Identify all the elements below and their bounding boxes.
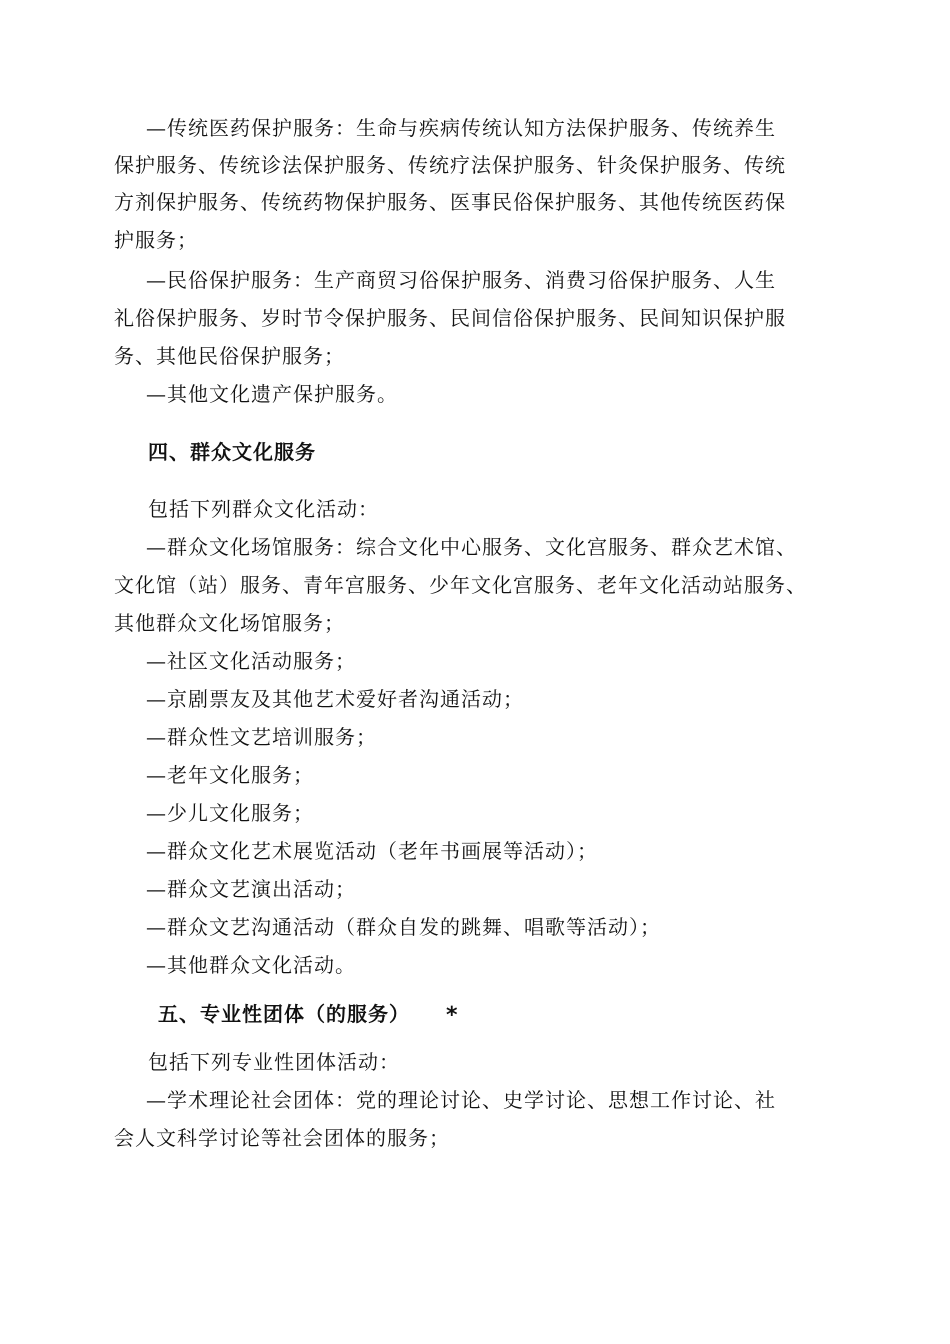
list-item: —老年文化服务；	[146, 763, 314, 787]
star-mark: *	[446, 1003, 459, 1028]
list-item: —群众文艺演出活动；	[146, 877, 356, 901]
paragraph-line: 包括下列专业性团体活动：	[148, 1050, 400, 1074]
paragraph-line: 其他群众文化场馆服务；	[114, 611, 345, 635]
paragraph-line: 护服务；	[114, 228, 198, 252]
paragraph-line: —传统医药保护服务：生命与疾病传统认知方法保护服务、传统养生	[146, 116, 776, 140]
list-item: —群众文艺沟通活动（群众自发的跳舞、唱歌等活动）；	[146, 915, 661, 939]
paragraph-line: —群众文化场馆服务：综合文化中心服务、文化宫服务、群众艺术馆、	[146, 535, 797, 559]
paragraph-line: 包括下列群众文化活动：	[148, 497, 379, 521]
paragraph-line: 文化馆（站）服务、青年宫服务、少年文化宫服务、老年文化活动站服务、	[114, 573, 807, 597]
section-heading-4: 四、群众文化服务	[148, 440, 316, 464]
paragraph-line: —民俗保护服务：生产商贸习俗保护服务、消费习俗保护服务、人生	[146, 268, 776, 292]
list-item: —群众性文艺培训服务；	[146, 725, 377, 749]
paragraph-line: —学术理论社会团体：党的理论讨论、史学讨论、思想工作讨论、社	[146, 1088, 776, 1112]
paragraph-line: 方剂保护服务、传统药物保护服务、医事民俗保护服务、其他传统医药保	[114, 190, 786, 214]
paragraph-line: 务、其他民俗保护服务；	[114, 344, 345, 368]
section-heading-5: 五、专业性团体（的服务）	[158, 1002, 410, 1026]
paragraph-line: 保护服务、传统诊法保护服务、传统疗法保护服务、针灸保护服务、传统	[114, 153, 786, 177]
list-item: —少儿文化服务；	[146, 801, 314, 825]
paragraph-line: —其他文化遗产保护服务。	[146, 382, 398, 406]
list-item: —京剧票友及其他艺术爱好者沟通活动；	[146, 687, 524, 711]
paragraph-line: 会人文科学讨论等社会团体的服务；	[114, 1126, 450, 1150]
paragraph-line: 礼俗保护服务、岁时节令保护服务、民间信俗保护服务、民间知识保护服	[114, 306, 786, 330]
list-item: —群众文化艺术展览活动（老年书画展等活动）；	[146, 839, 598, 863]
list-item: —其他群众文化活动。	[146, 953, 356, 977]
list-item: —社区文化活动服务；	[146, 649, 356, 673]
